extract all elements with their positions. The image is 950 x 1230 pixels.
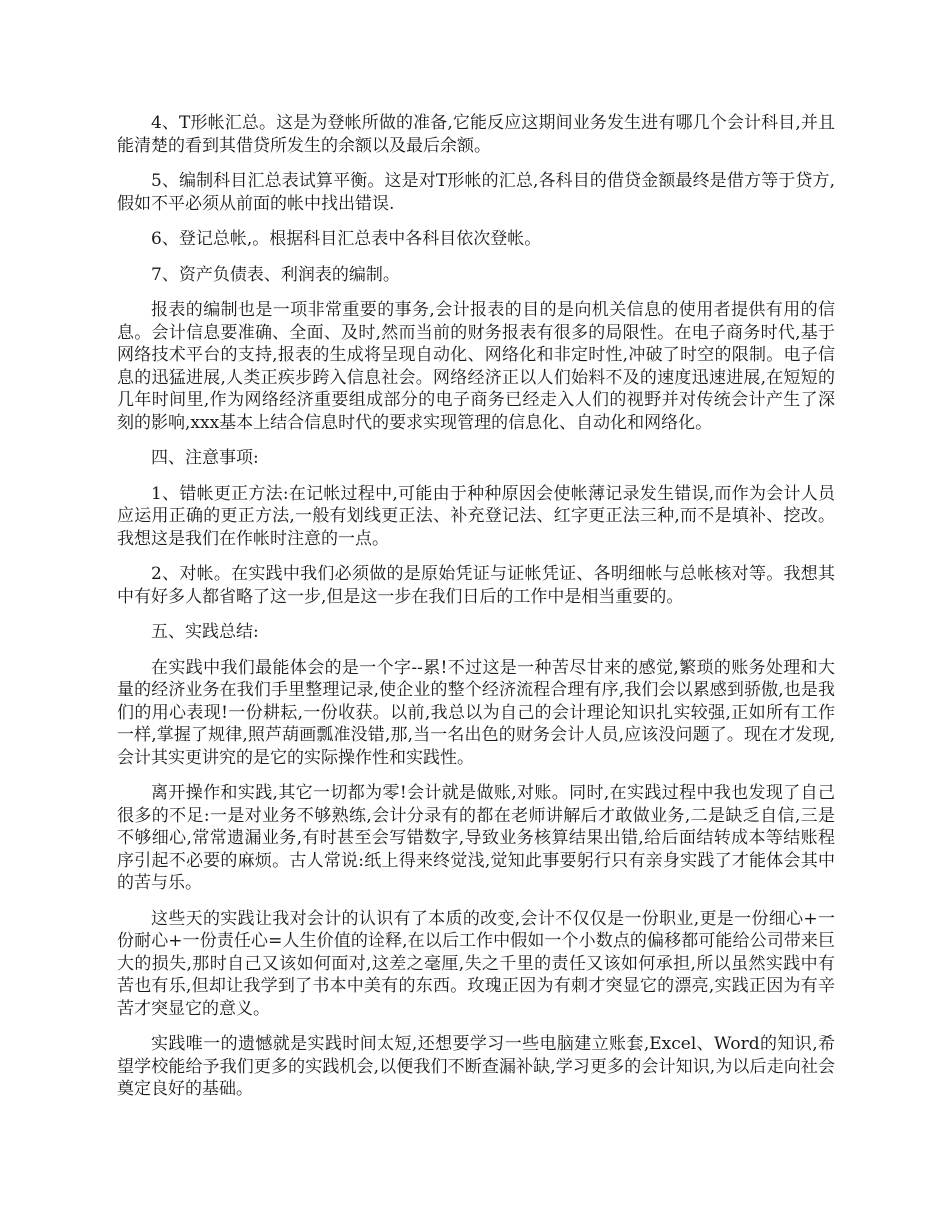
paragraph-regret: 实践唯一的遗憾就是实践时间太短,还想要学习一些电脑建立账套,Excel、Word的知识,希望学校能给予我们更多的实践机会,以便我们不断查漏补缺,学习更多的会计知识,为以后走向社会奠定良好的基础。: [117, 1034, 835, 1099]
heading-notes: 四、注意事项:: [151, 448, 259, 468]
heading-practice-summary: 五、实践总结:: [151, 622, 259, 642]
paragraph-report-compilation: 报表的编制也是一项非常重要的事务,会计报表的目的是向机关信息的使用者提供有用的信息。会计信息要准确、全面、及时,然而当前的财务报表有很多的局限性。在电子商务时代,基于网络技术平台的支持,报表的生成将呈现自动化、网络化和非定时性,冲破了时空的限制。电子信息的迅猛进展,人类正疾步跨入信息社会。网络经济正以人们始料不及的速度迅速进展,在短短的几年时间里,作为网络经济重要组成部分的电子商务已经走入人们的视野并对传统会计产生了深刻的影响,xxx基本上结合信息时代的要求实现管理的信息化、自动化和网络化。: [117, 300, 835, 433]
paragraph-general-ledger: 6、登记总帐,。根据科目汇总表中各科目依次登帐。: [151, 229, 542, 249]
paragraph-error-correction: 1、错帐更正方法:在记帐过程中,可能由于种种原因会使帐薄记录发生错误,而作为会计人员应运用正确的更正方法,一般有划线更正法、补充登记法、红字更正法三种,而不是填补、挖改。我想这是我们在作帐时注意的一点。: [117, 483, 835, 549]
paragraph-trial-balance: 5、编制科目汇总表试算平衡。这是对T形帐的汇总,各科目的借贷金额最终是借方等于贷方,假如不平必须从前面的帐中找出错误.: [117, 171, 835, 214]
paragraph-statements: 7、资产负债表、利润表的编制。: [151, 264, 400, 285]
paragraph-reconciliation: 2、对帐。在实践中我们必须做的是原始凭证与证帐凭证、各明细帐与总帐核对等。我想其中有好多人都省略了这一步,但是这一步在我们日后的工作中是相当重要的。: [117, 564, 835, 607]
paragraph-experience: 在实践中我们最能体会的是一个字--累!不过这是一种苦尽甘来的感觉,繁琐的账务处理和大量的经济业务在我们手里整理记录,使企业的整个经济流程合理有序,我们会以累感到骄傲,也是我们的用心表现!一份耕耘,一份收获。以前,我总以为自己的会计理论知识扎实较强,正如所有工作一样,掌握了规律,照芦葫画瓢准没错,那,当一名出色的财务会计人员,应该没问题了。现在才发现,会计其实更讲究的是它的实际操作性和实践性。: [117, 657, 835, 768]
document-body: [117, 112, 835, 1114]
paragraph-reflection: 这些天的实践让我对会计的认识有了本质的改变,会计不仅仅是一份职业,更是一份细心+一份耐心+一份责任心=人生价值的诠释,在以后工作中假如一个小数点的偏移都可能给公司带来巨大的损失,那时自己又该如何面对,这差之毫厘,失之千里的责任又该如何承担,所以虽然实践中有苦也有乐,但却让我学到了书本中美有的东西。玫瑰正因为有刺才突显它的漂亮,实践正因为有辛苦才突显它的意义。: [117, 908, 835, 1019]
paragraph-practice-importance: 离开操作和实践,其它一切都为零!会计就是做账,对账。同时,在实践过程中我也发现了自己很多的不足:一是对业务不够熟练,会计分录有的都在老师讲解后才敢做业务,二是缺乏自信,三是不够细心,常常遗漏业务,有时甚至会写错数字,导致业务核算结果出错,给后面结转成本等结账程序引起不必要的麻烦。古人常说:纸上得来终觉浅,觉知此事要躬行只有亲身实践了才能体会其中的苦与乐。: [117, 783, 835, 893]
paragraph-t-account-summary: 4、T形帐汇总。这是为登帐所做的准备,它能反应这期间业务发生进有哪几个会计科目,并且能清楚的看到其借贷所发生的余额以及最后余额。: [117, 113, 835, 156]
